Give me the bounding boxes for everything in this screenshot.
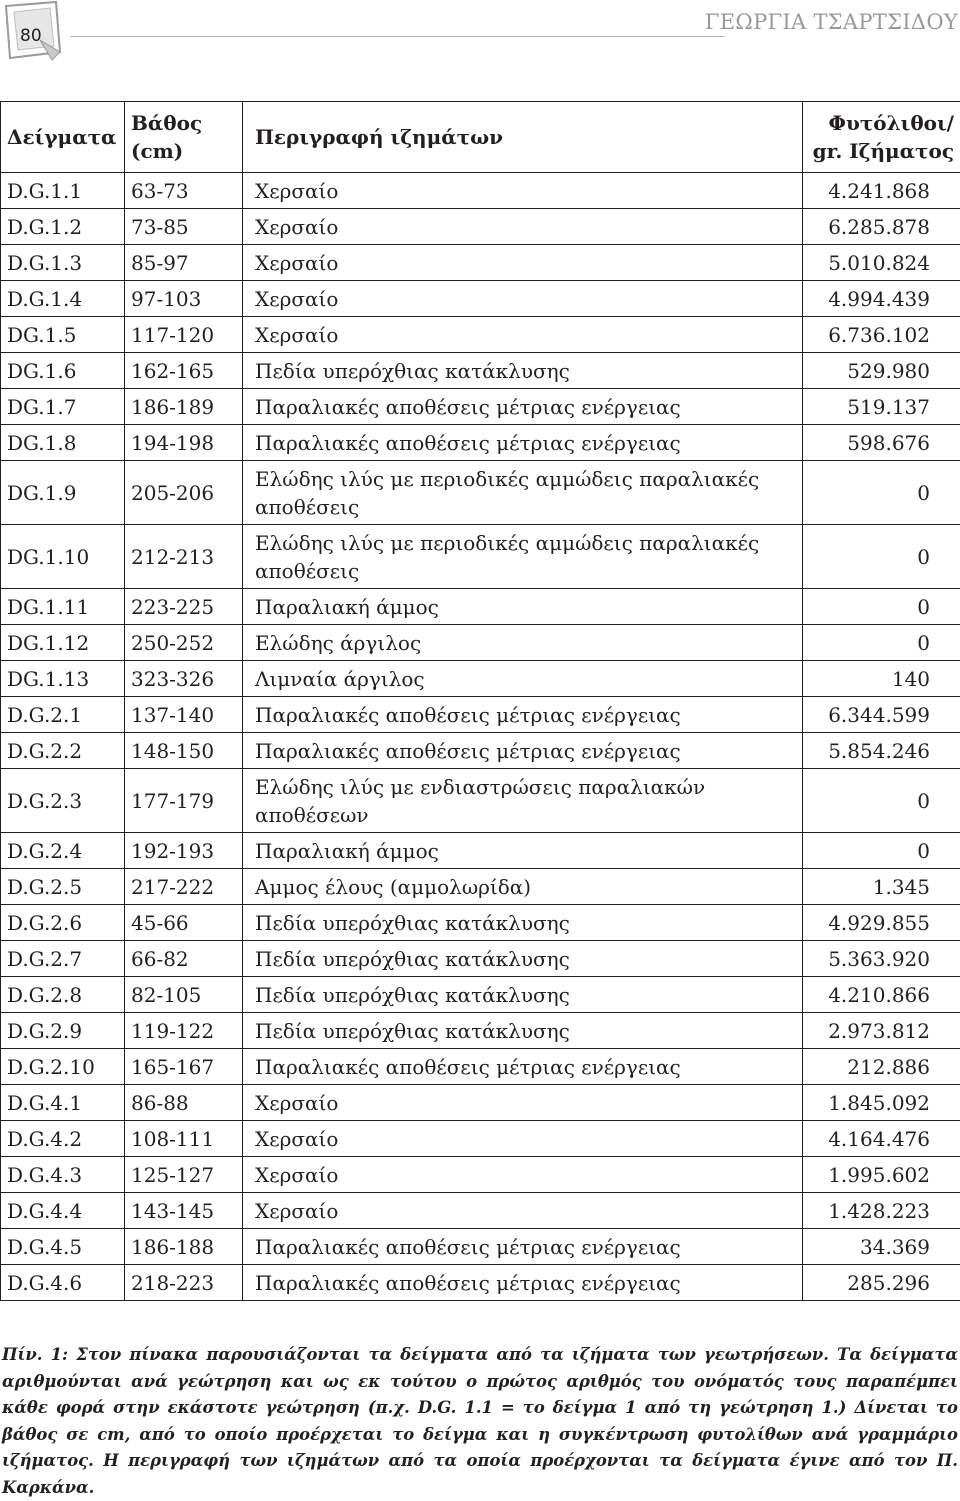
phytolith-value-cell: 2.973.812 [803, 1013, 960, 1049]
description-cell: Χερσαίο [243, 1157, 803, 1193]
depth-cell: 108-111 [125, 1121, 243, 1157]
phytolith-value-cell: 1.428.223 [803, 1193, 960, 1229]
depth-cell: 45-66 [125, 905, 243, 941]
description-cell: Χερσαίο [243, 1193, 803, 1229]
table-row [1, 1085, 960, 1121]
depth-cell: 205-206 [125, 461, 243, 525]
phytolith-value-cell: 6.736.102 [803, 317, 960, 353]
phytolith-value-cell: 4.210.866 [803, 977, 960, 1013]
column-header-phytoliths [803, 102, 960, 173]
description-cell: Χερσαίο [243, 281, 803, 317]
table-row [1, 209, 960, 245]
description-cell: Παραλιακή άμμος [243, 589, 803, 625]
depth-cell: 177-179 [125, 769, 243, 833]
table-row [1, 525, 960, 589]
column-header-depth [125, 102, 243, 173]
description-cell: Ελώδης ιλύς με περιοδικές αμμώδεις παραλιακές αποθέσεις [243, 525, 803, 589]
description-cell: Χερσαίο [243, 173, 803, 209]
column-header-depth-line2: (cm) [131, 139, 183, 163]
depth-cell: 66-82 [125, 941, 243, 977]
table-row [1, 733, 960, 769]
phytolith-value-cell: 0 [803, 769, 960, 833]
depth-cell: 85-97 [125, 245, 243, 281]
sample-cell: DG.1.8 [1, 425, 125, 461]
depth-cell: 148-150 [125, 733, 243, 769]
sample-cell: DG.1.11 [1, 589, 125, 625]
description-cell: Λιμναία άργιλος [243, 661, 803, 697]
depth-cell: 143-145 [125, 1193, 243, 1229]
description-cell: Ελώδης άργιλος [243, 625, 803, 661]
table-row [1, 977, 960, 1013]
sample-cell: D.G.2.3 [1, 769, 125, 833]
table-row [1, 1013, 960, 1049]
depth-cell: 63-73 [125, 173, 243, 209]
sample-cell: D.G.4.2 [1, 1121, 125, 1157]
sample-cell: D.G.4.6 [1, 1265, 125, 1301]
table-row [1, 425, 960, 461]
depth-cell: 165-167 [125, 1049, 243, 1085]
depth-cell: 86-88 [125, 1085, 243, 1121]
table-body [1, 173, 960, 1301]
depth-cell: 82-105 [125, 977, 243, 1013]
description-cell: Χερσαίο [243, 209, 803, 245]
table-row [1, 905, 960, 941]
table-row [1, 317, 960, 353]
sample-cell: D.G.4.4 [1, 1193, 125, 1229]
phytolith-value-cell: 0 [803, 833, 960, 869]
page-number: 80 [20, 26, 42, 46]
sample-cell: D.G.2.5 [1, 869, 125, 905]
table-row [1, 1049, 960, 1085]
sample-cell: D.G.1.3 [1, 245, 125, 281]
depth-cell: 223-225 [125, 589, 243, 625]
table-row [1, 869, 960, 905]
description-cell: Παραλιακή άμμος [243, 833, 803, 869]
sample-cell: D.G.4.1 [1, 1085, 125, 1121]
phytolith-value-cell: 6.344.599 [803, 697, 960, 733]
phytolith-value-cell: 212.886 [803, 1049, 960, 1085]
depth-cell: 194-198 [125, 425, 243, 461]
depth-cell: 125-127 [125, 1157, 243, 1193]
phytolith-value-cell: 34.369 [803, 1229, 960, 1265]
description-cell: Πεδία υπερόχθιας κατάκλυσης [243, 941, 803, 977]
table-row [1, 173, 960, 209]
sample-cell: D.G.4.5 [1, 1229, 125, 1265]
phytolith-value-cell: 4.994.439 [803, 281, 960, 317]
sample-cell: DG.1.13 [1, 661, 125, 697]
description-cell: Παραλιακές αποθέσεις μέτριας ενέργειας [243, 1229, 803, 1265]
depth-cell: 218-223 [125, 1265, 243, 1301]
table-row [1, 1229, 960, 1265]
phytolith-value-cell: 5.854.246 [803, 733, 960, 769]
table-row [1, 589, 960, 625]
phytolith-value-cell: 5.363.920 [803, 941, 960, 977]
description-cell: Παραλιακές αποθέσεις μέτριας ενέργειας [243, 389, 803, 425]
description-cell: Αμμος έλους (αμμολωρίδα) [243, 869, 803, 905]
sample-cell: D.G.2.4 [1, 833, 125, 869]
phytolith-value-cell: 140 [803, 661, 960, 697]
depth-cell: 162-165 [125, 353, 243, 389]
description-cell: Ελώδης ιλύς με περιοδικές αμμώδεις παραλιακές αποθέσεις [243, 461, 803, 525]
table-row [1, 1265, 960, 1301]
sample-cell: DG.1.5 [1, 317, 125, 353]
description-cell: Παραλιακές αποθέσεις μέτριας ενέργειας [243, 697, 803, 733]
depth-cell: 192-193 [125, 833, 243, 869]
sample-cell: DG.1.10 [1, 525, 125, 589]
depth-cell: 117-120 [125, 317, 243, 353]
table-row [1, 1157, 960, 1193]
depth-cell: 323-326 [125, 661, 243, 697]
depth-cell: 186-188 [125, 1229, 243, 1265]
table-row [1, 625, 960, 661]
description-cell: Χερσαίο [243, 245, 803, 281]
sample-cell: D.G.2.2 [1, 733, 125, 769]
sample-cell: D.G.2.10 [1, 1049, 125, 1085]
table-row [1, 661, 960, 697]
phytolith-value-cell: 5.010.824 [803, 245, 960, 281]
phytolith-value-cell: 0 [803, 525, 960, 589]
depth-cell: 73-85 [125, 209, 243, 245]
sample-cell: DG.1.12 [1, 625, 125, 661]
sample-cell: DG.1.9 [1, 461, 125, 525]
column-header-phytoliths-line2: gr. Ιζήματος [813, 139, 954, 163]
table-row [1, 1193, 960, 1229]
page-header [0, 0, 960, 70]
phytolith-value-cell: 4.929.855 [803, 905, 960, 941]
phytolith-value-cell: 4.164.476 [803, 1121, 960, 1157]
description-cell: Χερσαίο [243, 1121, 803, 1157]
phytolith-value-cell: 0 [803, 589, 960, 625]
table-row [1, 1121, 960, 1157]
column-header-samples: Δείγματα [1, 102, 125, 173]
depth-cell: 119-122 [125, 1013, 243, 1049]
phytolith-value-cell: 1.345 [803, 869, 960, 905]
table-caption: Πίν. 1: Στον πίνακα παρουσιάζονται τα δείγματα από τα ιζήματα των γεωτρήσεων. Τα δείγματα αριθμούνται ανά γεώτρηση και ως εκ τούτου ο πρώτος αριθμός του ονόματός τους παραπέμπει κάθε φορά στην εκάστοτε γεώτρηση (π.χ. D.G. 1.1 = το δείγμα 1 από τη γεώτρηση 1.) Δίνεται το βάθος σε cm, από το οποίο προέρχεται το δείγμα και η συγκέντρωση φυτολίθων ανά γραμμάριο ιζήματος. Η περιγραφή των ιζημάτων από τα οποία προέρχονται τα δείγματα έγινε από τον Π. Καρκάνα. [2, 1342, 958, 1501]
column-header-depth-line1: Βάθος [131, 111, 202, 135]
table-header-row [1, 102, 960, 173]
depth-cell: 250-252 [125, 625, 243, 661]
sample-cell: D.G.2.6 [1, 905, 125, 941]
table-row [1, 941, 960, 977]
description-cell: Ελώδης ιλύς με ενδιαστρώσεις παραλιακών αποθέσεων [243, 769, 803, 833]
depth-cell: 137-140 [125, 697, 243, 733]
description-cell: Παραλιακές αποθέσεις μέτριας ενέργειας [243, 1049, 803, 1085]
table-row [1, 697, 960, 733]
table-row [1, 461, 960, 525]
sample-cell: D.G.2.8 [1, 977, 125, 1013]
table-row [1, 833, 960, 869]
phytolith-value-cell: 0 [803, 461, 960, 525]
phytolith-value-cell: 598.676 [803, 425, 960, 461]
table-row [1, 281, 960, 317]
sample-cell: D.G.1.1 [1, 173, 125, 209]
phytolith-value-cell: 529.980 [803, 353, 960, 389]
phytolith-value-cell: 285.296 [803, 1265, 960, 1301]
sample-cell: D.G.2.7 [1, 941, 125, 977]
phytolith-value-cell: 6.285.878 [803, 209, 960, 245]
sample-cell: D.G.2.9 [1, 1013, 125, 1049]
sample-cell: D.G.2.1 [1, 697, 125, 733]
table-row [1, 769, 960, 833]
sample-cell: D.G.1.4 [1, 281, 125, 317]
depth-cell: 212-213 [125, 525, 243, 589]
depth-cell: 97-103 [125, 281, 243, 317]
header-rule [70, 36, 725, 37]
phytolith-value-cell: 4.241.868 [803, 173, 960, 209]
sample-cell: D.G.1.2 [1, 209, 125, 245]
description-cell: Πεδία υπερόχθιας κατάκλυσης [243, 977, 803, 1013]
phytolith-value-cell: 1.845.092 [803, 1085, 960, 1121]
description-cell: Πεδία υπερόχθιας κατάκλυσης [243, 1013, 803, 1049]
description-cell: Χερσαίο [243, 1085, 803, 1121]
phytolith-value-cell: 0 [803, 625, 960, 661]
running-head: ΓΕΩΡΓΙΑ ΤΣΑΡΤΣΙΔΟΥ [705, 10, 958, 34]
description-cell: Παραλιακές αποθέσεις μέτριας ενέργειας [243, 425, 803, 461]
table-row [1, 245, 960, 281]
column-header-description: Περιγραφή ιζημάτων [243, 102, 803, 173]
sample-cell: D.G.4.3 [1, 1157, 125, 1193]
samples-table [0, 101, 960, 1301]
description-cell: Χερσαίο [243, 317, 803, 353]
description-cell: Πεδία υπερόχθιας κατάκλυσης [243, 905, 803, 941]
phytolith-value-cell: 1.995.602 [803, 1157, 960, 1193]
sample-cell: DG.1.6 [1, 353, 125, 389]
table-row [1, 353, 960, 389]
phytolith-value-cell: 519.137 [803, 389, 960, 425]
depth-cell: 217-222 [125, 869, 243, 905]
column-header-phytoliths-line1: Φυτόλιθοι/ [829, 111, 954, 135]
description-cell: Παραλιακές αποθέσεις μέτριας ενέργειας [243, 1265, 803, 1301]
depth-cell: 186-189 [125, 389, 243, 425]
description-cell: Παραλιακές αποθέσεις μέτριας ενέργειας [243, 733, 803, 769]
table-row [1, 389, 960, 425]
sample-cell: DG.1.7 [1, 389, 125, 425]
description-cell: Πεδία υπερόχθιας κατάκλυσης [243, 353, 803, 389]
